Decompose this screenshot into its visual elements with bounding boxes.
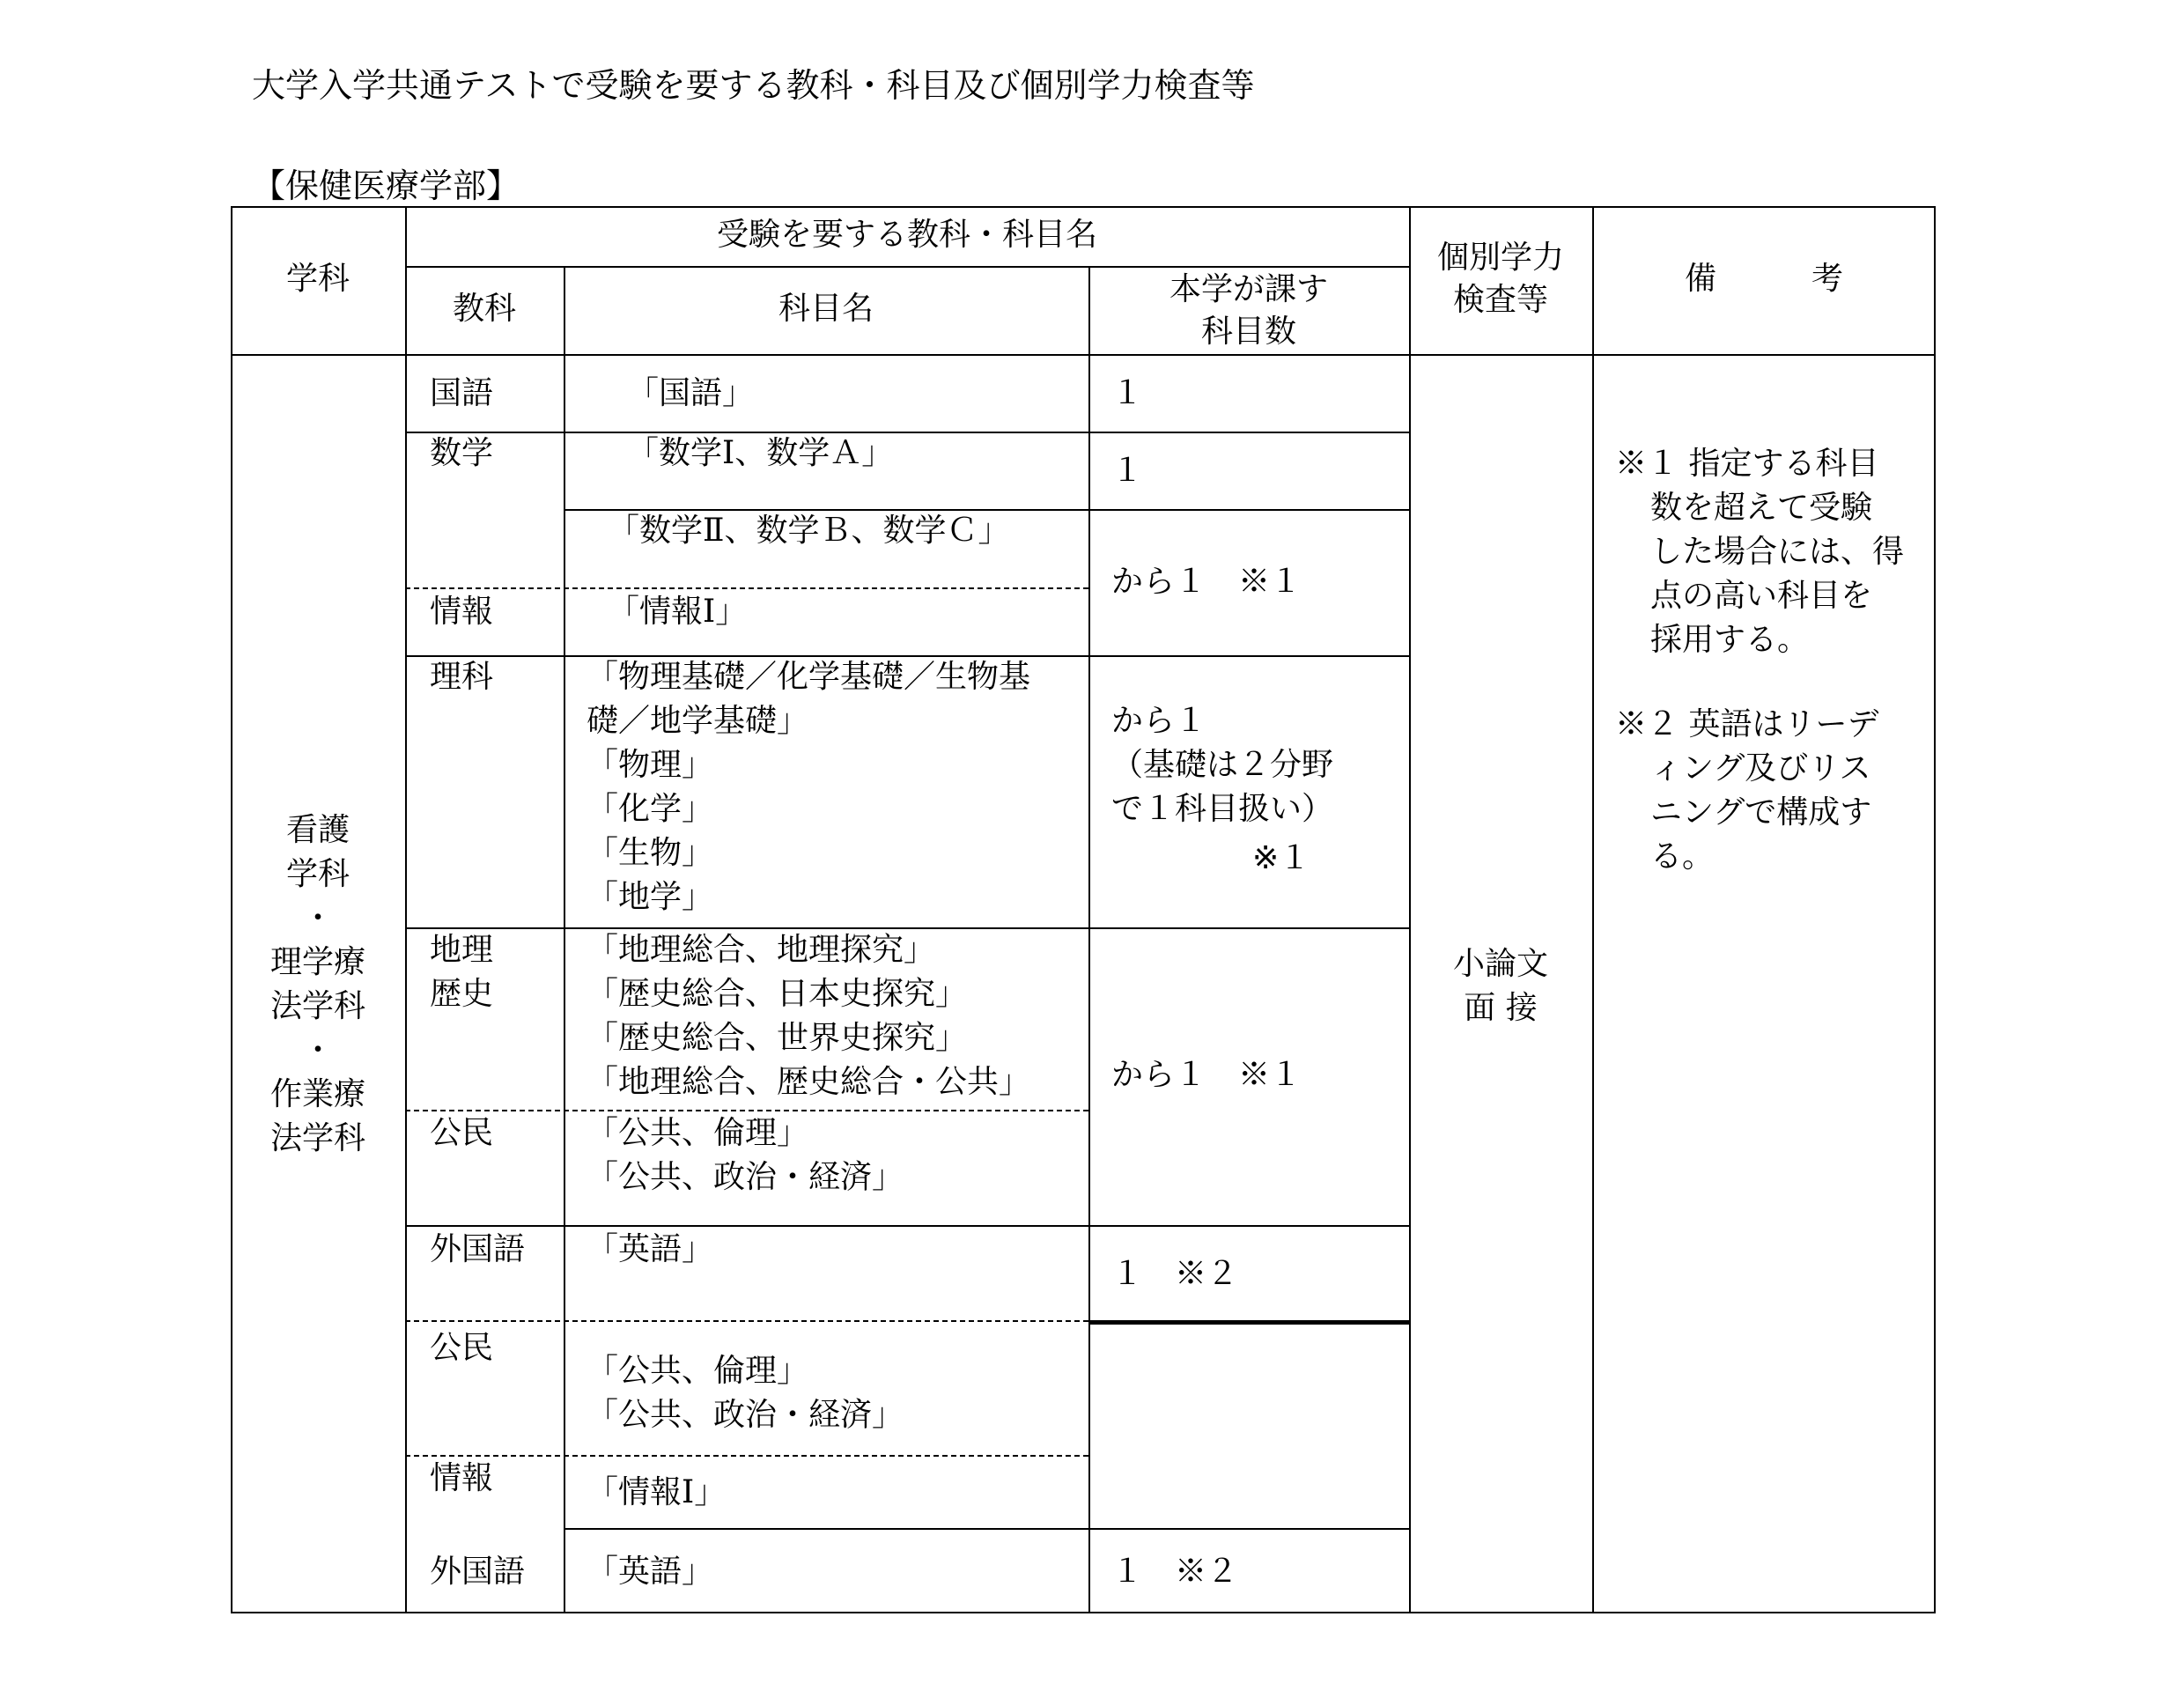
header-count-line1: 本学が課す [1169,271,1328,307]
subject-count: で１科目扱い） [1111,791,1334,827]
faculty-heading: 【保健医療学部】 [252,166,520,205]
remark-note-line: ※１ 指定する科目 [1615,446,1879,482]
subject-area-foreign-language: 外国語 [430,1554,526,1590]
subject-name: 「情報Ⅰ」 [608,594,748,630]
header-count-line2: 科目数 [1200,314,1296,350]
department-name-line: ・ [301,1032,334,1068]
department-name-line: 理学療 [269,944,365,980]
grid-line [564,266,565,1613]
remark-note-line: ※２ 英語はリーデ [1615,706,1879,742]
subject-name: 「公共、倫理」 [587,1115,809,1151]
subject-name: 「情報Ⅰ」 [587,1474,727,1510]
subject-area-info: 情報 [430,1460,494,1496]
subject-name: 「地理総合、地理探究」 [587,932,936,968]
subject-count: （基礎は２分野 [1111,747,1334,783]
subject-area-civics: 公民 [430,1115,494,1151]
subject-area-math: 数学 [430,435,494,471]
individual-test-line: 小論文 [1452,946,1548,982]
remark-note-line: 点の高い科目を [1650,578,1873,614]
grid-line [405,1225,1409,1227]
subject-count: １ ※２ [1111,1256,1239,1292]
document-title: 大学入学共通テストで受験を要する教科・科目及び個別学力検査等 [252,66,1255,105]
subject-name: 「国語」 [627,375,755,411]
header-department: 学科 [285,261,350,297]
header-subject-area: 教科 [452,291,516,327]
remark-note-line: 採用する。 [1650,622,1810,658]
table-frame [231,206,1936,1613]
grid-dashed-line [405,1455,1088,1457]
subject-count: から１ [1111,703,1207,739]
department-name-line: 法学科 [269,1120,365,1156]
remark-note-line: 数を超えて受験 [1650,490,1873,526]
subject-name: 「数学Ⅰ、数学Ａ」 [627,435,894,471]
subject-name: 「化学」 [587,791,714,827]
grid-line [1592,206,1594,1613]
subject-name: 「生物」 [587,835,714,871]
subject-area-geo-history: 地理 [430,932,494,968]
grid-line [1409,206,1411,1613]
grid-line [564,1528,1409,1530]
subject-name: 「物理」 [587,747,714,783]
header-individual-line1: 個別学力 [1436,240,1564,276]
header-remarks: 備 考 [1684,261,1843,297]
subject-area-kokugo: 国語 [430,375,494,411]
department-name-line: 法学科 [269,988,365,1024]
department-name-line: 学科 [285,856,350,892]
remark-note-line: ニングで構成す [1650,794,1872,831]
grid-line [1088,266,1090,1613]
subject-name: 「歴史総合、世界史探究」 [587,1020,968,1056]
subject-count: １ [1111,375,1144,411]
subject-area-civics: 公民 [430,1330,494,1366]
subject-name: 「地理総合、歴史総合・公共」 [587,1064,1031,1100]
remark-note-line: る。 [1650,838,1715,875]
department-name-line: 看護 [285,812,350,848]
subject-count: ※１ [1252,840,1311,876]
subject-area-info: 情報 [430,594,494,630]
subject-count: １ ※２ [1111,1554,1239,1590]
subject-name: 「地学」 [587,879,714,915]
subject-name: 「公共、政治・経済」 [587,1397,904,1433]
header-required-subjects: 受験を要する教科・科目名 [716,217,1097,253]
grid-line [405,432,1409,433]
subject-name: 「公共、政治・経済」 [587,1159,904,1195]
grid-dashed-line [405,587,1088,589]
header-individual-line2: 検査等 [1452,282,1548,318]
grid-line [405,206,407,1613]
subject-count: から１ ※１ [1111,1057,1302,1093]
subject-name: 礎／地学基礎」 [587,703,809,739]
grid-dashed-line [405,1320,1088,1322]
subject-name: 「数学Ⅱ、数学Ｂ、数学Ｃ」 [608,513,1010,549]
subject-name: 「公共、倫理」 [587,1353,809,1389]
remark-note-line: した場合には、得 [1650,534,1905,570]
subject-count: １ [1111,453,1144,489]
remark-note-line: ィング及びリス [1650,750,1871,786]
subject-name: 「歴史総合、日本史探究」 [587,976,968,1012]
subject-area-science: 理科 [430,659,494,695]
grid-thick-line [1088,1320,1409,1325]
grid-line [231,354,1936,356]
subject-count: から１ ※１ [1111,564,1302,600]
subject-name: 「英語」 [587,1231,714,1267]
individual-test-line: 面 接 [1464,990,1538,1026]
header-subject-name: 科目名 [778,291,874,327]
subject-name: 「英語」 [587,1554,714,1590]
subject-area-geo-history: 歴史 [430,976,494,1012]
department-name-line: 作業療 [269,1076,365,1112]
department-name-line: ・ [301,900,334,936]
subject-name: 「物理基礎／化学基礎／生物基 [587,659,1031,695]
subject-area-foreign-language: 外国語 [430,1231,526,1267]
